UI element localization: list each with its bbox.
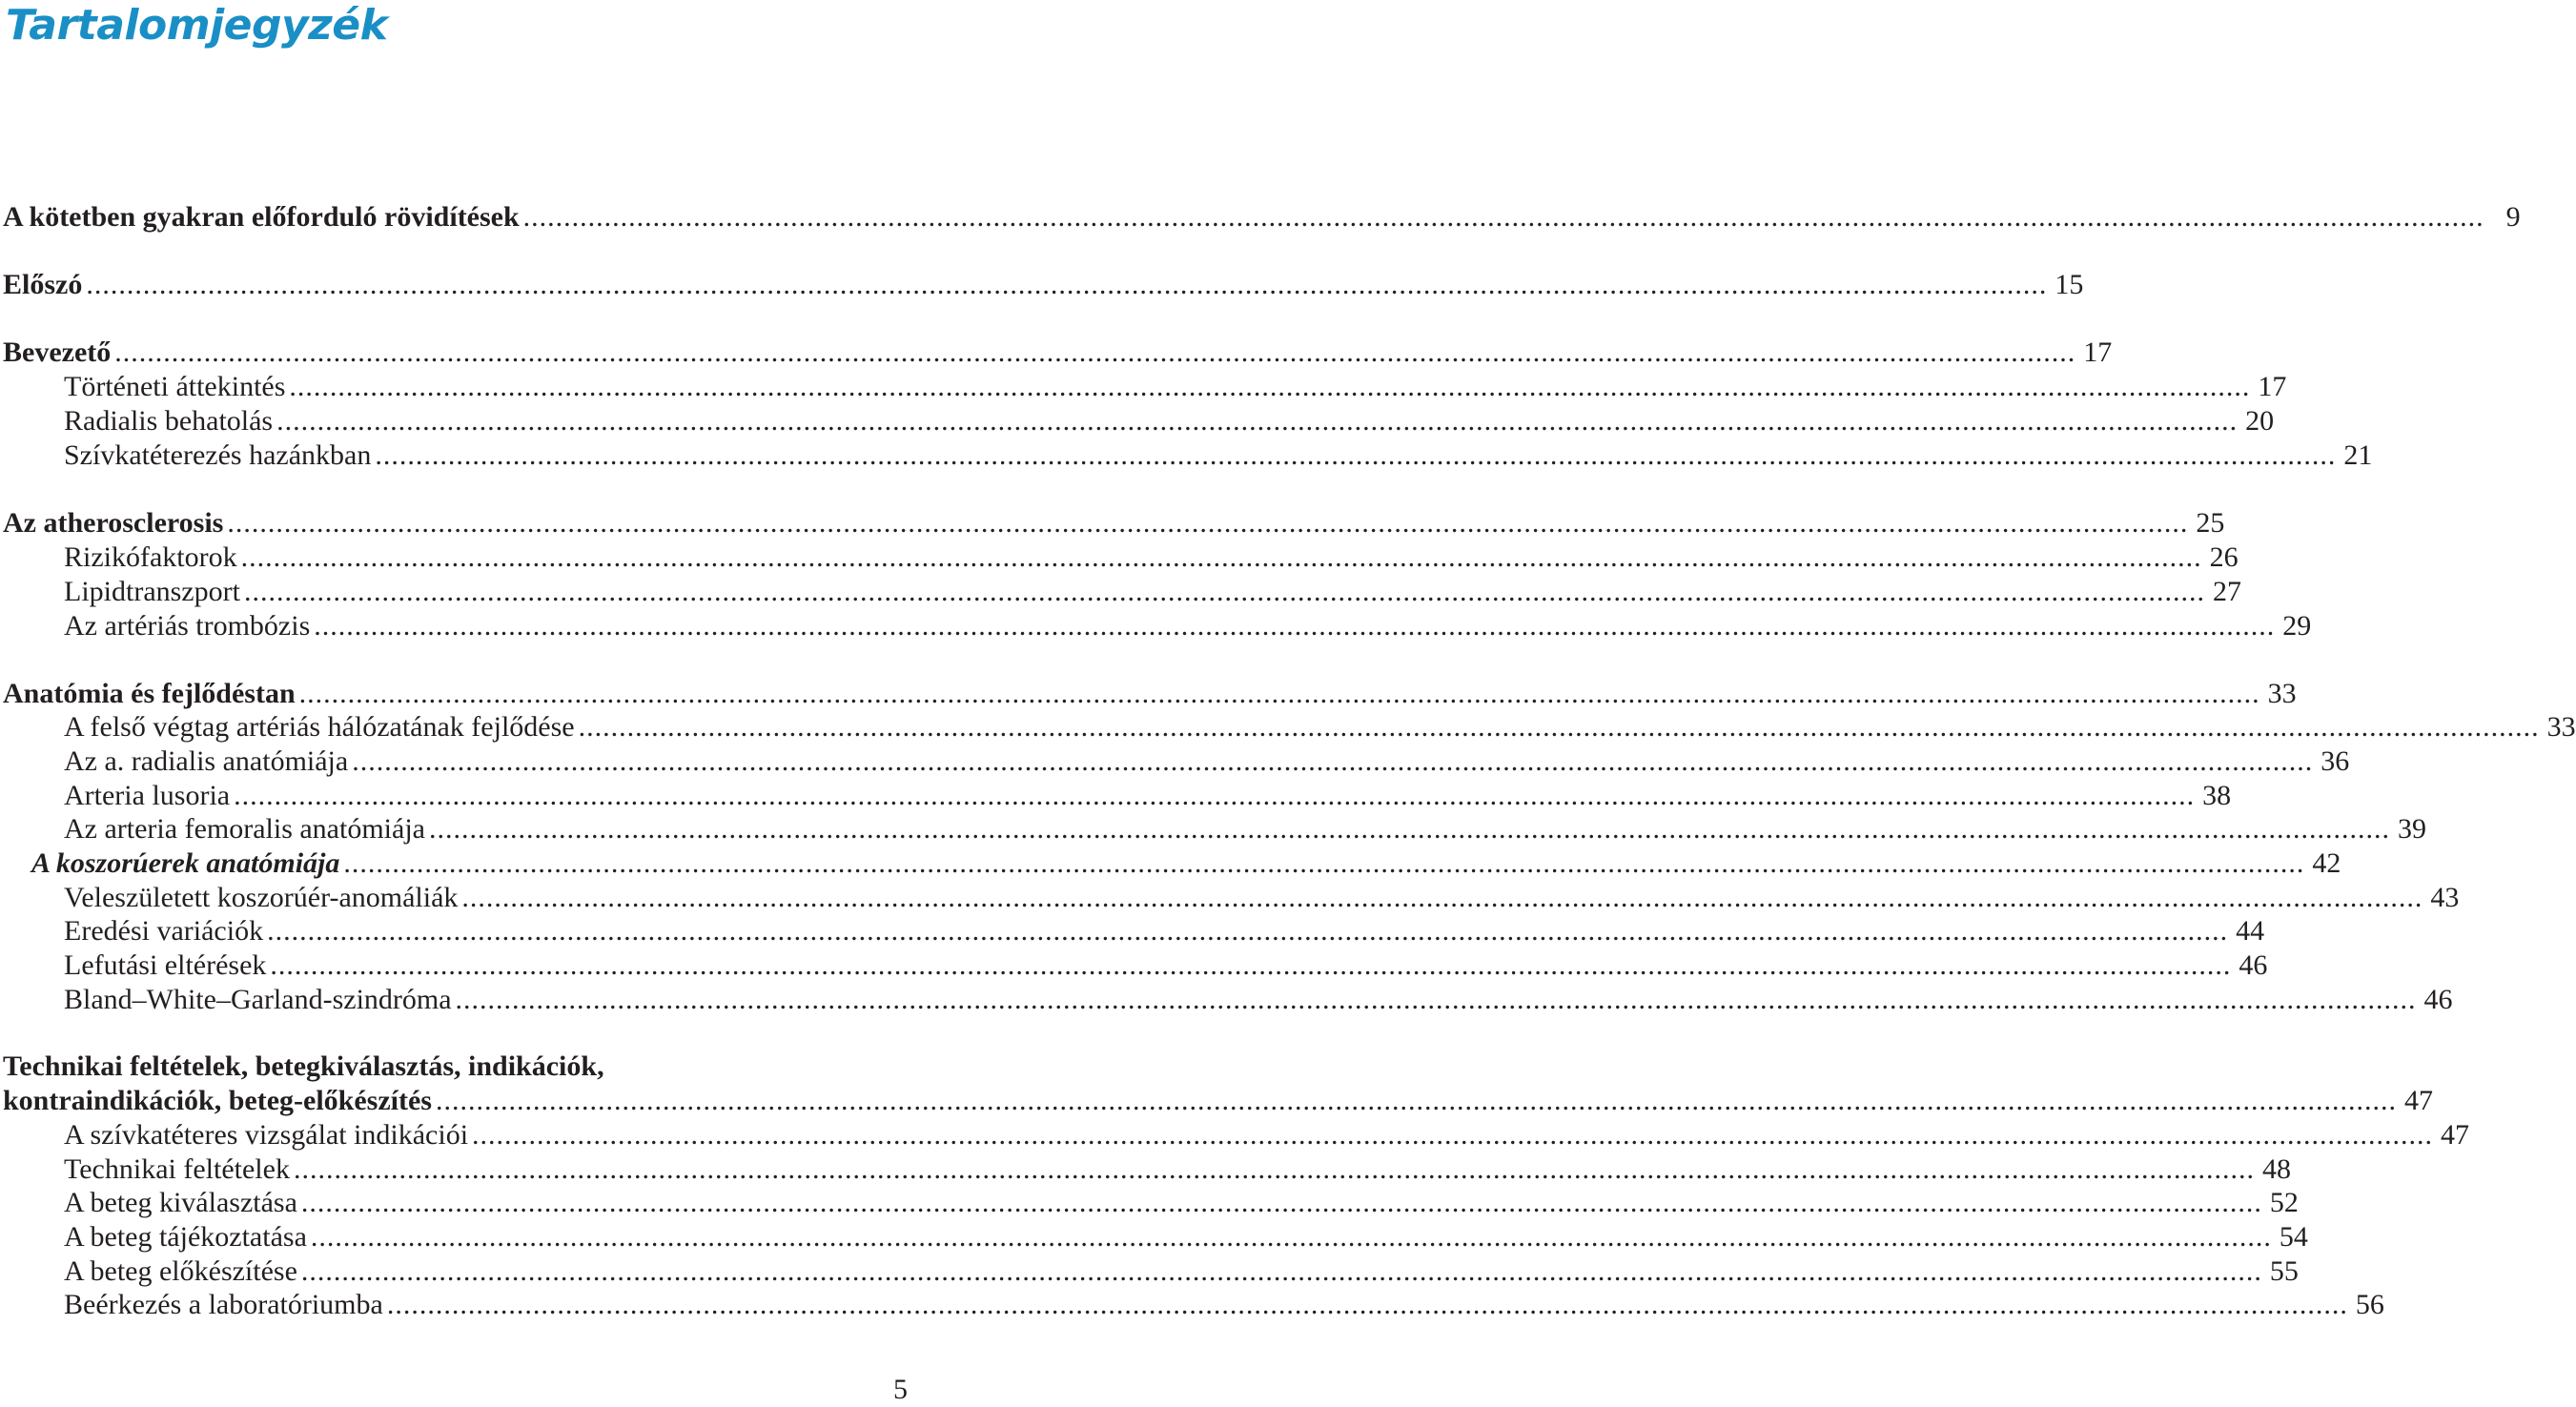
toc-entry-page: 38 <box>2202 780 2232 811</box>
toc-entry-patient-selection[interactable] <box>0 1186 2299 1220</box>
toc-entry-page: 20 <box>2245 405 2275 437</box>
toc-entry-label: A szívkatéteres vizsgálat indikációi <box>64 1119 469 1151</box>
toc-entry-lipid-transport[interactable] <box>0 575 2241 609</box>
toc-entry-label: kontraindikációk, beteg-előkészítés <box>3 1085 432 1116</box>
toc-entry-label: Szívkatéterezés hazánkban <box>64 439 372 471</box>
toc-entry-label: Bland–White–Garland-szindróma <box>64 984 452 1015</box>
dot-leader <box>523 200 2484 234</box>
toc-entry-radial-anatomy[interactable] <box>0 744 2350 779</box>
toc-entry-indications[interactable] <box>0 1118 2470 1152</box>
dot-leader <box>375 438 2336 473</box>
toc-entry-arrival-laboratory[interactable] <box>0 1288 2384 1322</box>
dot-leader <box>461 881 2423 915</box>
toc-entry-coronary-anatomy[interactable] <box>0 846 2341 881</box>
toc-entry-abbreviations[interactable] <box>0 200 2521 234</box>
toc-entry-page: 52 <box>2269 1187 2299 1218</box>
toc-entry-page: 21 <box>2343 439 2373 471</box>
dot-leader <box>314 609 2275 643</box>
toc-entry-patient-preparation[interactable] <box>0 1254 2299 1289</box>
toc-entry-page: 36 <box>2320 745 2350 777</box>
toc-entry-page: 33 <box>2546 711 2576 743</box>
toc-entry-course-deviations[interactable] <box>0 948 2268 983</box>
dot-leader <box>276 404 2238 438</box>
toc-entry-radial-access[interactable] <box>0 404 2275 438</box>
toc-entry-label: Történeti áttekintés <box>64 371 286 402</box>
toc-entry-page: 47 <box>2441 1119 2470 1151</box>
toc-entry-page: 42 <box>2312 847 2341 879</box>
dot-leader <box>267 914 2228 948</box>
toc-entry-page: 25 <box>2196 507 2225 539</box>
toc-entry-page: 48 <box>2261 1153 2291 1185</box>
toc-entry-label: Az arteria femoralis anatómiája <box>64 813 425 845</box>
dot-leader <box>244 575 2205 609</box>
toc-entry-page: 33 <box>2267 678 2297 709</box>
dot-leader <box>352 744 2313 779</box>
toc-entry-technical-requirements[interactable] <box>0 1152 2291 1187</box>
toc-entry-femoral-anatomy[interactable] <box>0 812 2426 846</box>
dot-leader <box>114 336 2075 370</box>
dot-leader <box>294 1152 2255 1187</box>
toc-entry-technical-conditions-line1[interactable] <box>0 1050 910 1084</box>
dot-leader <box>227 506 2188 540</box>
dot-leader <box>343 846 2304 881</box>
toc-entry-page: 17 <box>2083 336 2113 368</box>
toc-entry-label: Beérkezés a laboratóriumba <box>64 1289 383 1320</box>
toc-entry-bwg-syndrome[interactable] <box>0 983 2453 1017</box>
toc-entry-page: 29 <box>2282 610 2312 642</box>
toc-entry-upper-limb-development[interactable] <box>0 710 2576 744</box>
dot-leader <box>579 710 2540 744</box>
toc-entry-page: 56 <box>2355 1289 2384 1320</box>
toc-entry-foreword[interactable] <box>0 268 2084 302</box>
dot-leader <box>299 677 2260 711</box>
toc-entry-label: Anatómia és fejlődéstan <box>3 678 296 709</box>
toc-entry-page: 54 <box>2279 1221 2308 1253</box>
dot-leader <box>436 1084 2397 1118</box>
toc-entry-label: A kötetben gyakran előforduló rövidítések <box>3 201 520 233</box>
toc-entry-anatomy[interactable] <box>0 677 2297 711</box>
toc-entry-label: A felső végtag artériás hálózatának fejlődése <box>64 711 575 743</box>
dot-leader <box>387 1288 2348 1322</box>
dot-leader <box>241 540 2202 575</box>
toc-entry-label: Előszó <box>3 269 83 300</box>
toc-entry-label: A koszorúerek anatómiája <box>31 847 340 879</box>
toc-entry-risk-factors[interactable] <box>0 540 2239 575</box>
toc-entry-label: Bevezető <box>3 336 112 368</box>
dot-leader <box>301 1186 2262 1220</box>
toc-entry-arterial-thrombosis[interactable] <box>0 609 2312 643</box>
dot-leader <box>301 1254 2262 1289</box>
toc-entry-catheterization-hungary[interactable] <box>0 438 2373 473</box>
toc-entry-page: 39 <box>2397 813 2426 845</box>
toc-entry-page: 55 <box>2269 1255 2299 1287</box>
toc-entry-label: Rizikófaktorok <box>64 541 237 573</box>
toc-entry-page: 26 <box>2209 541 2239 573</box>
toc-entry-label: Radialis behatolás <box>64 405 274 437</box>
dot-leader <box>456 983 2417 1017</box>
toc-entry-historical-overview[interactable] <box>0 370 2287 404</box>
toc-entry-page: 17 <box>2258 371 2287 402</box>
toc-entry-label: Veleszületett koszorúér-anomáliák <box>64 882 459 913</box>
toc-entry-label: Az artériás trombózis <box>64 610 311 642</box>
toc-entry-page: 43 <box>2430 882 2460 913</box>
toc-entry-coronary-anomalies[interactable] <box>0 881 2460 915</box>
toc-entry-label: Lefutási eltérések <box>64 949 267 981</box>
toc-entry-patient-information[interactable] <box>0 1220 2308 1254</box>
page-title: Tartalomjegyzék <box>6 1 388 50</box>
toc-entry-label: Eredési variációk <box>64 915 264 947</box>
toc-entry-label: Technikai feltételek <box>64 1153 290 1185</box>
toc-entry-arteria-lusoria[interactable] <box>0 779 2232 813</box>
dot-leader <box>270 948 2231 983</box>
dot-leader <box>429 812 2390 846</box>
toc-entry-label: Az a. radialis anatómiája <box>64 745 349 777</box>
dot-leader <box>86 268 2047 302</box>
toc-entry-label: Lipidtranszport <box>64 576 240 607</box>
toc-entry-atherosclerosis[interactable] <box>0 506 2225 540</box>
toc-entry-page: 46 <box>2239 949 2268 981</box>
toc-entry-technical-conditions[interactable] <box>0 1084 2433 1118</box>
dot-leader <box>289 370 2250 404</box>
toc-entry-label: A beteg tájékoztatása <box>64 1221 307 1253</box>
dot-leader <box>311 1220 2272 1254</box>
toc-entry-page: 9 <box>2505 201 2521 233</box>
toc-entry-page: 47 <box>2404 1085 2433 1116</box>
dot-leader <box>472 1118 2433 1152</box>
toc-entry-page: 27 <box>2212 576 2241 607</box>
toc-entry-label: Arteria lusoria <box>64 780 231 811</box>
toc-entry-page: 46 <box>2423 984 2453 1015</box>
page-number: 5 <box>893 1374 908 1405</box>
toc-entry-label: Az atherosclerosis <box>3 507 224 539</box>
toc-entry-label: Technikai feltételek, betegkiválasztás, indikációk, <box>3 1050 604 1082</box>
toc-entry-label: A beteg előkészítése <box>64 1255 297 1287</box>
dot-leader <box>234 779 2195 813</box>
toc-entry-label: A beteg kiválasztása <box>64 1187 297 1218</box>
toc-entry-introduction[interactable] <box>0 336 2113 370</box>
toc-entry-page: 44 <box>2236 915 2265 947</box>
toc-entry-page: 15 <box>2055 269 2084 300</box>
toc-entry-origin-variations[interactable] <box>0 914 2265 948</box>
